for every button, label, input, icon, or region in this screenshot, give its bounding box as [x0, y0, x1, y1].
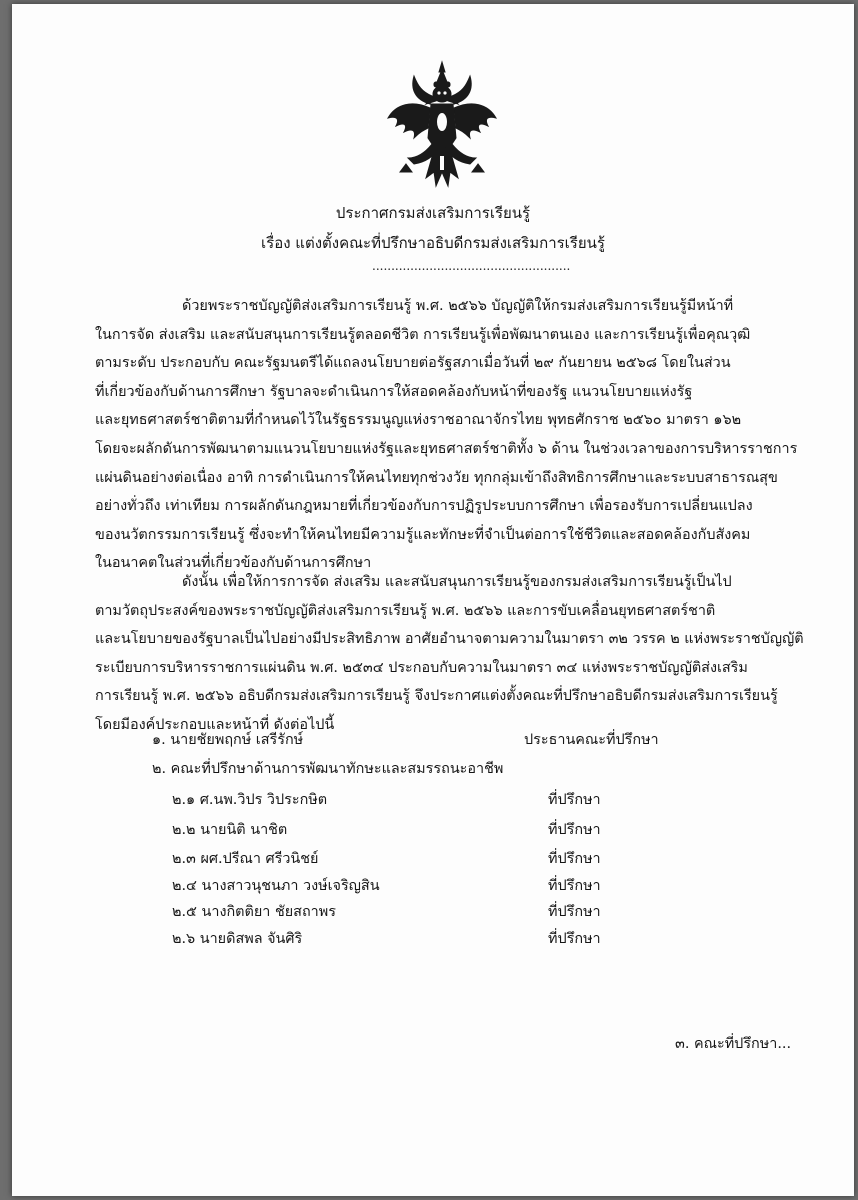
member-role: ที่ปรึกษา	[548, 822, 601, 838]
paragraph-line: ตามวัตถุประสงค์ของพระราชบัญญัติส่งเสริมการเรียนรู้ พ.ศ. ๒๕๖๖ และการขับเคลื่อนยุทธศาสตร์ชาติ	[95, 602, 716, 619]
member-name: ๒.๔ นางสาวนุชนภา วงษ์เจริญสิน	[172, 878, 380, 894]
paragraph-line: และยุทธศาสตร์ชาติตามที่กำหนดไว้ในรัฐธรรมนูญแห่งราชอาณาจักรไทย พุทธศักราช ๒๕๖๐ มาตรา ๑๖๒	[95, 412, 742, 429]
document-subject: เรื่อง แต่งตั้งคณะที่ปรึกษาอธิบดีกรมส่งเสริมการเรียนรู้	[261, 234, 605, 252]
member-role: ที่ปรึกษา	[548, 878, 601, 894]
paragraph-line: การเรียนรู้ พ.ศ. ๒๕๖๖ อธิบดีกรมส่งเสริมการเรียนรู้ จึงประกาศแต่งตั้งคณะที่ปรึกษาอธิบดีกรมส่งเสริมการเรียนรู้	[95, 688, 778, 705]
paragraph-line: ที่เกี่ยวข้องกับด้านการศึกษา รัฐบาลจะดำเนินการให้สอดคล้องกับหน้าที่ของรัฐ แนวนโยบายแห่งรัฐ	[95, 383, 693, 400]
member-role: ที่ปรึกษา	[548, 904, 601, 920]
committee-group-heading: ๒. คณะที่ปรึกษาด้านการพัฒนาทักษะและสมรรถนะอาชีพ	[152, 761, 504, 777]
member-name: ๒.๓ ผศ.ปรีณา ศรีวนิชย์	[172, 851, 319, 867]
paragraph-line: ในอนาคตในส่วนที่เกี่ยวข้องกับด้านการศึกษา	[95, 555, 372, 572]
garuda-emblem-icon	[386, 60, 498, 194]
paragraph-line: ดังนั้น เพื่อให้การการจัด ส่งเสริม และสนับสนุนการเรียนรู้ของกรมส่งเสริมการเรียนรู้เป็นไป	[182, 574, 732, 590]
paragraph-line: และนโยบายของรัฐบาลเป็นไปอย่างมีประสิทธิภาพ อาศัยอำนาจตามความในมาตรา ๓๒ วรรค ๒ แห่งพระราชบัญญัติ	[95, 631, 804, 648]
paragraph-line: โดยจะผลักดันการพัฒนาตามแนวนโยบายแห่งรัฐและยุทธศาสตร์ชาติทั้ง ๖ ด้าน ในช่วงเวลาของการบริหารราชการ	[95, 440, 798, 457]
paragraph-line: ระเบียบการบริหารราชการแผ่นดิน พ.ศ. ๒๕๓๔ ประกอบกับความในมาตรา ๓๔ แห่งพระราชบัญญัติส่งเสริม	[95, 659, 748, 676]
member-name: ๒.๑ ศ.นพ.วิปร วิประกษิต	[172, 792, 328, 808]
document-title: ประกาศกรมส่งเสริมการเรียนรู้	[335, 204, 531, 222]
continued-next-page: ๓. คณะที่ปรึกษา...	[675, 1036, 792, 1052]
paragraph-line: ด้วยพระราชบัญญัติส่งเสริมการเรียนรู้ พ.ศ. ๒๕๖๖ บัญญัติให้กรมส่งเสริมการเรียนรู้มีหน้าที่	[182, 298, 734, 314]
paragraph-line: ของนวัตกรรมการเรียนรู้ ซึ่งจะทำให้คนไทยมีความรู้และทักษะที่จำเป็นต่อการใช้ชีวิตและสอดคล้องกับสังคม	[95, 526, 751, 543]
member-chairman-role: ประธานคณะที่ปรึกษา	[524, 732, 659, 748]
paragraph-line: อย่างทั่วถึง เท่าเทียม การผลักดันกฎหมายที่เกี่ยวข้องกับการปฏิรูประบบการศึกษา เพื่อรองรับการเปลี่ยนแปลง	[95, 498, 753, 515]
title-separator: ....................................................	[372, 259, 571, 273]
paragraph-preamble	[95, 292, 798, 578]
member-role: ที่ปรึกษา	[548, 931, 601, 947]
paragraph-line: ตามระดับ ประกอบกับ คณะรัฐมนตรีได้แถลงนโยบายต่อรัฐสภาเมื่อวันที่ ๒๙ กันยายน ๒๕๖๘ โดยในส่วน	[95, 355, 731, 372]
member-name: ๒.๕ นางกิตติยา ชัยสถาพร	[172, 904, 336, 920]
member-role: ที่ปรึกษา	[548, 792, 601, 808]
member-name: ๒.๖ นายดิสพล จันศิริ	[172, 931, 303, 947]
paragraph-appointment	[95, 568, 804, 740]
member-name: ๒.๒ นายนิติ นาชิต	[172, 822, 288, 838]
document-page	[12, 4, 854, 1196]
member-chairman-name: ๑. นายชัยพฤกษ์ เสรีรักษ์	[152, 732, 304, 748]
paragraph-line: แผ่นดินอย่างต่อเนื่อง อาทิ การดำเนินการให้คนไทยทุกช่วงวัย ทุกกลุ่มเข้าถึงสิทธิการศึกษาและระบบสาธารณสุข	[95, 469, 778, 486]
paragraph-line: ในการจัด ส่งเสริม และสนับสนุนการเรียนรู้ตลอดชีวิต การเรียนรู้เพื่อพัฒนาตนเอง และการเรียนรู้เพื่อคุณวุฒิ	[95, 326, 751, 343]
member-role: ที่ปรึกษา	[548, 851, 601, 867]
paragraph-line: โดยมีองค์ประกอบและหน้าที่ ดังต่อไปนี้	[95, 716, 335, 733]
